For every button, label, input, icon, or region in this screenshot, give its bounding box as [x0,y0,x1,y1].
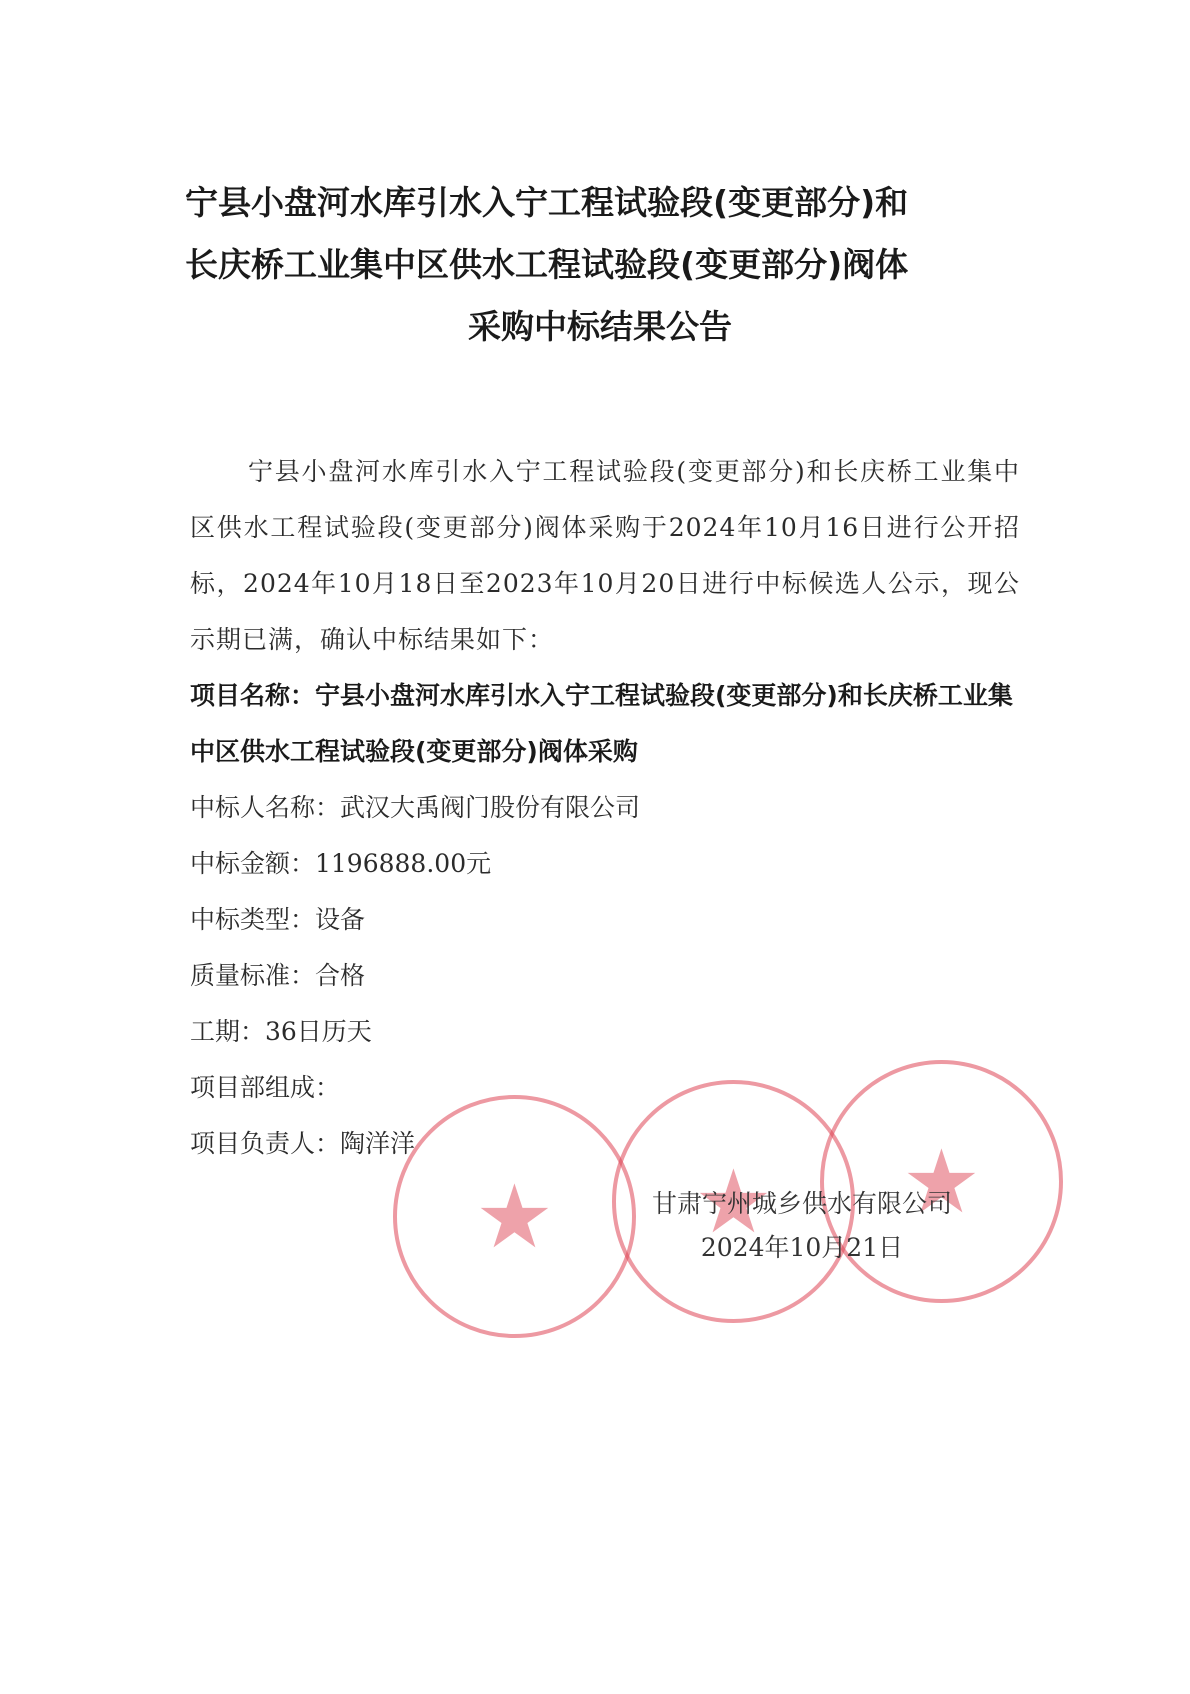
winner-field: 中标人名称：武汉大禹阀门股份有限公司 [190,793,641,822]
star-icon: ★ [902,1129,981,1233]
title-line-1: 宁县小盘河水库引水入宁工程试验段(变更部分)和 [185,183,909,222]
star-icon: ★ [475,1164,554,1268]
seal-stamp-left [393,1095,636,1338]
signature-date: 2024年10月21日 [700,1233,904,1262]
team-field: 项目部组成： [190,1073,341,1102]
title-line-2: 长庆桥工业集中区供水工程试验段(变更部分)阀体 [185,245,909,284]
type-field: 中标类型：设备 [190,905,366,934]
manager-field: 项目负责人：陶洋洋 [190,1129,416,1158]
document-title [185,172,1015,358]
period-field: 工期：36日历天 [190,1017,372,1046]
project-name: 项目名称：宁县小盘河水库引水入宁工程试验段(变更部分)和长庆桥工业集中区供水工程试验段(变更部分)阀体采购 [190,681,1013,766]
signature-company: 甘肃宁州城乡供水有限公司 [651,1189,952,1218]
amount-field: 中标金额：1196888.00元 [190,849,492,878]
document-body [190,444,1020,1172]
quality-field: 质量标准：合格 [190,961,366,990]
star-icon: ★ [694,1149,773,1253]
title-line-3: 采购中标结果公告 [468,307,732,346]
intro-paragraph: 宁县小盘河水库引水入宁工程试验段(变更部分)和长庆桥工业集中区供水工程试验段(变更部分)阀体采购于2024年10月16日进行公开招标，2024年10月18日至2023年10月20日进行中标候选人公示，现公示期已满，确认中标结果如下： [190,457,1020,654]
